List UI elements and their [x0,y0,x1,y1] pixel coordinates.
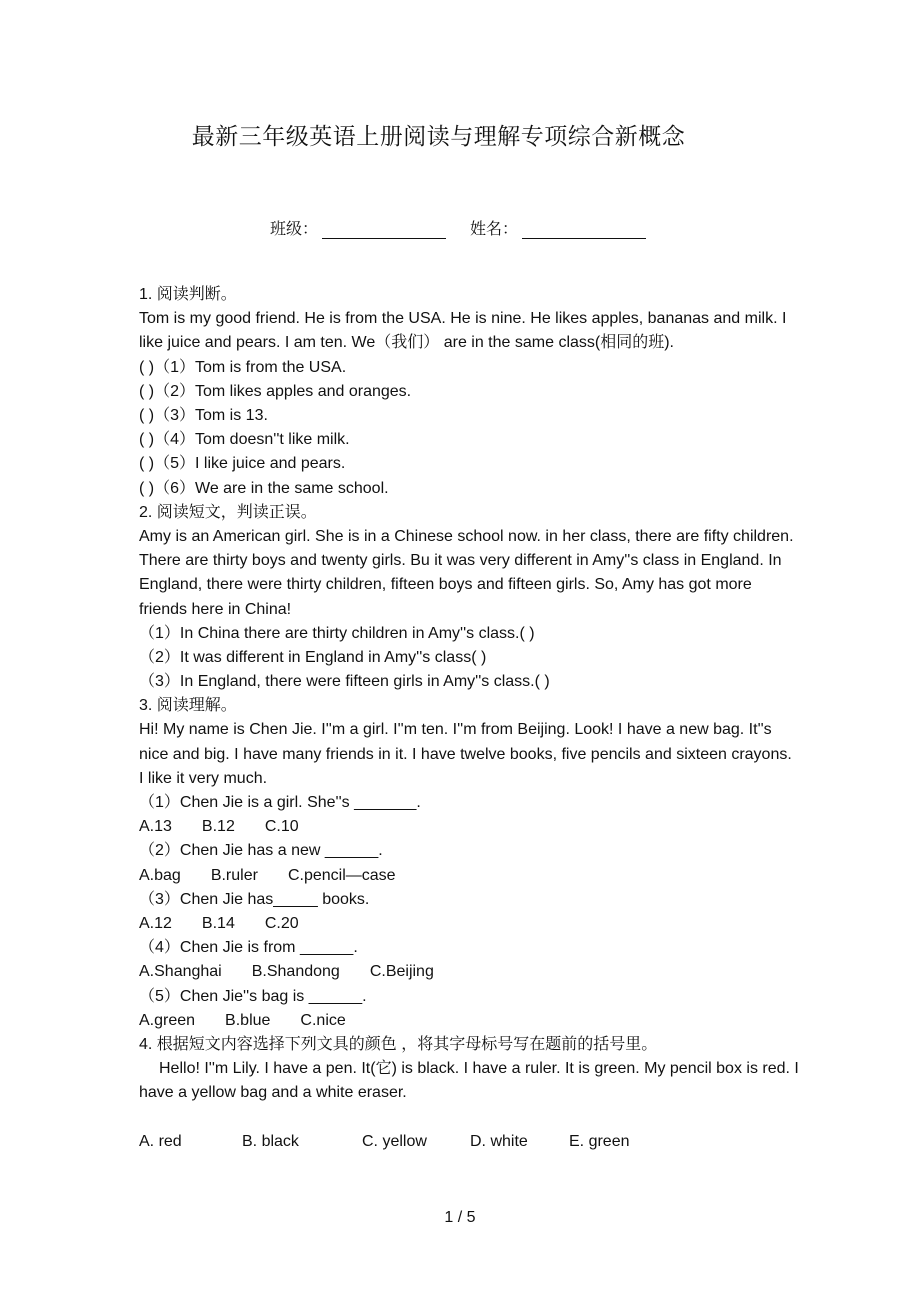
section3-heading: 3. 阅读理解。 [139,697,237,715]
section3-options [139,815,799,839]
section2-item: （2）It was different in England in Amy''s class( ) [139,648,487,666]
section3-options [139,864,799,888]
section4-heading: 4. 根据短文内容选择下列文具的颜色 ，将其字母标号写在题前的括号里。 [139,1035,658,1053]
option: A.bag [139,866,181,884]
name-blank[interactable] [522,220,646,239]
student-info-row [270,216,646,239]
section1-item: ( )（1）Tom is from the USA. [139,358,347,376]
section3-passage: Hi! My name is Chen Jie. I''m a girl. I''m ten. I''m from Beijing. Look! I have a new bag. It''s nice and big. I have many friends in it. I have twelve books, five pencils and sixteen crayons. I like it very much. [139,721,792,787]
option: E. green [569,1132,630,1150]
section1-item: ( )（2）Tom likes apples and oranges. [139,382,412,400]
option: B.Shandong [251,963,340,981]
section4-passage: Hello! I''m Lily. I have a pen. It(它) is black. I have a ruler. It is green. My pencil box is red. I have a yellow bag and a white eraser. [139,1060,799,1102]
section3-question: （2）Chen Jie has a new ______. [139,842,383,860]
option: B.blue [225,1011,271,1029]
section3-question: （1）Chen Jie is a girl. She''s _______. [139,794,421,812]
option: A.12 [139,915,172,933]
name-label: 姓名： [470,219,519,238]
section1-item: ( )（6）We are in the same school. [139,479,389,497]
section1-item: ( )（4）Tom doesn''t like milk. [139,431,350,449]
option: C.pencil—case [287,866,396,884]
section2-passage: Amy is an American girl. She is in a Chinese school now. in her class, there are fifty children. There are thirty boys and twenty girls. Bu it was very different in Amy''s class in England. In England, there were thirty children, fifteen boys and fifteen girls. So, Amy has got more friends here in China! [139,527,794,618]
worksheet-content [139,283,799,1154]
option: C. yellow [362,1132,427,1150]
section2-heading: 2. 阅读短文，判读正误。 [139,503,317,521]
section4-options [139,1130,799,1154]
page-number: 1 / 5 [444,1209,476,1226]
option: C.20 [264,915,299,933]
option: D. white [470,1132,528,1150]
option: A.13 [139,818,172,836]
option: C.10 [264,818,299,836]
section2-item: （1）In China there are thirty children in Amy''s class.( ) [139,624,535,642]
section1-passage: Tom is my good friend. He is from the USA. He is nine. He likes apples, bananas and milk. I like juice and pears. I am ten. We（我们） are in the same class(相同的班). [139,310,787,352]
section3-question: （3）Chen Jie has_____ books. [139,890,370,908]
section3-options [139,912,799,936]
section1-item: ( )（3）Tom is 13. [139,406,268,424]
class-blank[interactable] [322,220,446,239]
option: A.Shanghai [139,963,222,981]
section3-question: （4）Chen Jie is from ______. [139,939,358,957]
section3-options [139,1009,799,1033]
section1-item: ( )（5）I like juice and pears. [139,455,346,473]
section2-item: （3）In England, there were fifteen girls in Amy''s class.( ) [139,673,550,691]
option: B.14 [201,915,235,933]
class-label: 班级： [270,219,319,238]
option: B.ruler [210,866,258,884]
section3-question: （5）Chen Jie''s bag is ______. [139,987,367,1005]
option: C.Beijing [369,963,434,981]
option: B. black [242,1132,299,1150]
option: B.12 [201,818,235,836]
option: A. red [139,1132,182,1150]
section1-heading: 1. 阅读判断。 [139,286,237,303]
section3-options [139,960,799,984]
option: A.green [139,1011,196,1029]
option: C.nice [300,1011,346,1029]
page-title: 最新三年级英语上册阅读与理解专项综合新概念 [191,124,686,150]
